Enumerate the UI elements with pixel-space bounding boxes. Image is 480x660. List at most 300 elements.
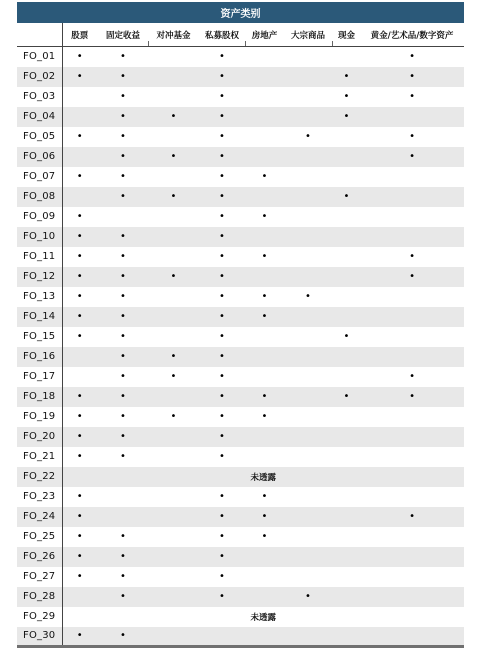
table-row <box>17 87 464 107</box>
bullet-mark: • <box>76 170 83 182</box>
bullet-mark: • <box>360 67 464 87</box>
empty-cell <box>62 587 97 607</box>
empty-cell <box>360 447 464 467</box>
empty-cell <box>333 447 360 467</box>
bullet-mark: • <box>120 50 126 62</box>
empty-cell <box>62 107 97 127</box>
column-header-hedge-funds: 对冲基金 <box>149 23 198 47</box>
empty-cell <box>360 627 464 647</box>
empty-cell <box>333 227 360 247</box>
empty-cell <box>283 267 333 287</box>
bullet-mark: • <box>120 570 126 582</box>
empty-cell <box>333 407 360 427</box>
bullet-mark: • <box>198 227 246 247</box>
empty-cell <box>246 147 283 167</box>
bullet-mark: • <box>97 587 149 607</box>
empty-cell <box>149 207 198 227</box>
empty-cell <box>198 627 246 647</box>
row-id: FO_14 <box>17 307 62 327</box>
empty-cell <box>246 327 283 347</box>
empty-cell <box>333 307 360 327</box>
bullet-mark: • <box>62 547 97 567</box>
empty-cell <box>333 587 360 607</box>
empty-cell <box>149 87 198 107</box>
bullet-mark: • <box>120 170 126 182</box>
table-row <box>17 147 464 167</box>
empty-cell <box>246 67 283 87</box>
empty-cell <box>246 267 283 287</box>
row-id: FO_12 <box>17 267 62 287</box>
empty-cell <box>246 347 283 367</box>
bullet-mark: • <box>246 387 283 407</box>
empty-cell <box>283 487 333 507</box>
bullet-mark: • <box>62 387 97 407</box>
empty-cell <box>149 247 198 267</box>
empty-cell <box>149 447 198 467</box>
bullet-mark: • <box>198 547 246 567</box>
row-id: FO_17 <box>17 367 62 387</box>
empty-cell <box>283 567 333 587</box>
row-id: FO_01 <box>17 47 62 67</box>
table-row <box>17 47 464 67</box>
bullet-mark: • <box>198 67 246 87</box>
empty-cell <box>246 627 283 647</box>
empty-cell <box>149 547 198 567</box>
bullet-mark: • <box>170 370 177 382</box>
empty-cell <box>360 427 464 447</box>
empty-cell <box>149 227 198 247</box>
empty-cell <box>246 447 283 467</box>
bullet-mark: • <box>219 50 225 62</box>
bullet-mark: • <box>219 170 225 182</box>
table-body <box>17 47 464 647</box>
table-row <box>17 407 464 427</box>
bullet-mark: • <box>76 250 83 262</box>
bullet-mark: • <box>149 267 198 287</box>
empty-cell <box>246 227 283 247</box>
empty-cell <box>360 187 464 207</box>
empty-cell <box>283 547 333 567</box>
empty-cell <box>62 347 97 367</box>
bullet-mark: • <box>120 90 126 102</box>
table-row <box>17 327 464 347</box>
empty-cell <box>360 207 464 227</box>
empty-cell <box>149 487 198 507</box>
empty-cell <box>360 407 464 427</box>
empty-cell <box>97 207 149 227</box>
bullet-mark: • <box>198 587 246 607</box>
bullet-mark: • <box>97 227 149 247</box>
empty-cell <box>246 47 283 67</box>
row-id: FO_23 <box>17 487 62 507</box>
empty-cell <box>149 307 198 327</box>
empty-cell <box>283 427 333 447</box>
asset-class-table <box>17 2 464 648</box>
column-header-real-estate: 房地产 <box>246 23 283 47</box>
empty-cell <box>149 167 198 187</box>
empty-cell <box>333 527 360 547</box>
empty-cell <box>333 347 360 367</box>
empty-cell <box>360 227 464 247</box>
bullet-mark: • <box>219 290 225 302</box>
bullet-mark: • <box>62 267 97 287</box>
table-row <box>17 267 464 287</box>
empty-cell <box>360 547 464 567</box>
empty-cell <box>360 487 464 507</box>
empty-cell <box>246 87 283 107</box>
bullet-mark: • <box>333 67 360 87</box>
bullet-mark: • <box>62 307 97 327</box>
bullet-mark: • <box>333 387 360 407</box>
row-id: FO_04 <box>17 107 62 127</box>
bullet-mark: • <box>198 347 246 367</box>
table-row <box>17 567 464 587</box>
row-id: FO_22 <box>17 467 62 487</box>
empty-cell <box>246 367 283 387</box>
bullet-mark: • <box>97 147 149 167</box>
bullet-mark: • <box>219 490 225 502</box>
bullet-mark: • <box>97 627 149 647</box>
empty-cell <box>333 167 360 187</box>
row-id: FO_26 <box>17 547 62 567</box>
empty-cell <box>283 527 333 547</box>
column-header-private-equity: 私募股权 <box>198 23 246 47</box>
table-row <box>17 367 464 387</box>
bullet-mark: • <box>198 507 246 527</box>
bullet-mark: • <box>62 67 97 87</box>
empty-cell <box>283 387 333 407</box>
row-id: FO_15 <box>17 327 62 347</box>
empty-cell <box>149 567 198 587</box>
bullet-mark: • <box>198 427 246 447</box>
empty-cell <box>62 147 97 167</box>
bullet-mark: • <box>409 250 415 262</box>
empty-cell <box>333 267 360 287</box>
table-row <box>17 507 464 527</box>
table-row <box>17 387 464 407</box>
bullet-mark: • <box>76 130 83 142</box>
empty-cell <box>149 387 198 407</box>
bullet-mark: • <box>261 170 268 182</box>
bullet-mark: • <box>62 507 97 527</box>
bullet-mark: • <box>97 267 149 287</box>
bullet-mark: • <box>219 250 225 262</box>
bullet-mark: • <box>261 250 268 262</box>
bullet-mark: • <box>198 147 246 167</box>
bullet-mark: • <box>246 507 283 527</box>
title-row <box>17 2 464 23</box>
empty-cell <box>283 107 333 127</box>
table-row <box>17 187 464 207</box>
row-id: FO_19 <box>17 407 62 427</box>
row-id: FO_21 <box>17 447 62 467</box>
table-row <box>17 527 464 547</box>
empty-cell <box>360 307 464 327</box>
bullet-mark: • <box>120 290 126 302</box>
table-row <box>17 247 464 267</box>
bullet-mark: • <box>62 627 97 647</box>
table-row <box>17 447 464 467</box>
table-row <box>17 487 464 507</box>
table-row <box>17 127 464 147</box>
row-id: FO_20 <box>17 427 62 447</box>
bullet-mark: • <box>198 387 246 407</box>
bullet-mark: • <box>360 507 464 527</box>
row-id: FO_18 <box>17 387 62 407</box>
undisclosed-label: 未透露 <box>62 467 464 487</box>
empty-cell <box>283 347 333 367</box>
bullet-mark: • <box>198 307 246 327</box>
bullet-mark: • <box>333 187 360 207</box>
bullet-mark: • <box>76 290 83 302</box>
empty-cell <box>360 107 464 127</box>
bullet-mark: • <box>97 547 149 567</box>
id-column-header <box>17 23 62 47</box>
bullet-mark: • <box>76 450 83 462</box>
bullet-mark: • <box>261 490 268 502</box>
row-id: FO_30 <box>17 627 62 647</box>
empty-cell <box>283 407 333 427</box>
table-row <box>17 207 464 227</box>
empty-cell <box>333 547 360 567</box>
table-row <box>17 467 464 487</box>
bullet-mark: • <box>97 67 149 87</box>
table-row <box>17 227 464 247</box>
bullet-mark: • <box>120 250 126 262</box>
row-id: FO_13 <box>17 287 62 307</box>
bullet-mark: • <box>261 410 268 422</box>
bullet-mark: • <box>219 210 225 222</box>
bullet-mark: • <box>97 107 149 127</box>
bullet-mark: • <box>261 210 268 222</box>
empty-cell <box>97 487 149 507</box>
table-row <box>17 67 464 87</box>
empty-cell <box>333 147 360 167</box>
empty-cell <box>246 107 283 127</box>
empty-cell <box>97 507 149 527</box>
empty-cell <box>333 207 360 227</box>
table-title: 资产类别 <box>17 2 464 23</box>
bullet-mark: • <box>76 50 83 62</box>
bullet-mark: • <box>261 290 268 302</box>
bullet-mark: • <box>343 90 350 102</box>
table-row <box>17 607 464 627</box>
bullet-mark: • <box>198 187 246 207</box>
row-id: FO_08 <box>17 187 62 207</box>
bullet-mark: • <box>170 410 177 422</box>
table-row <box>17 427 464 447</box>
row-id: FO_16 <box>17 347 62 367</box>
empty-cell <box>246 187 283 207</box>
table-row <box>17 587 464 607</box>
empty-cell <box>62 367 97 387</box>
empty-cell <box>283 507 333 527</box>
empty-cell <box>360 567 464 587</box>
bullet-mark: • <box>219 130 225 142</box>
empty-cell <box>283 147 333 167</box>
empty-cell <box>360 327 464 347</box>
empty-cell <box>149 127 198 147</box>
empty-cell <box>149 507 198 527</box>
bullet-mark: • <box>62 427 97 447</box>
bullet-mark: • <box>343 330 350 342</box>
bullet-mark: • <box>120 530 126 542</box>
bullet-mark: • <box>360 147 464 167</box>
empty-cell <box>283 327 333 347</box>
bullet-mark: • <box>149 187 198 207</box>
empty-cell <box>360 527 464 547</box>
row-id: FO_03 <box>17 87 62 107</box>
empty-cell <box>283 627 333 647</box>
empty-cell <box>246 587 283 607</box>
bullet-mark: • <box>149 107 198 127</box>
bullet-mark: • <box>219 530 225 542</box>
empty-cell <box>149 47 198 67</box>
empty-cell <box>333 487 360 507</box>
bullet-mark: • <box>246 307 283 327</box>
row-id: FO_07 <box>17 167 62 187</box>
bullet-mark: • <box>305 290 311 302</box>
bullet-mark: • <box>149 347 198 367</box>
empty-cell <box>283 67 333 87</box>
column-header-gold-art-digital: 黄金/艺术品/数字资产 <box>360 23 464 47</box>
empty-cell <box>149 627 198 647</box>
table-row <box>17 547 464 567</box>
bullet-mark: • <box>305 130 311 142</box>
bullet-mark: • <box>97 307 149 327</box>
bullet-mark: • <box>409 50 415 62</box>
column-header-cash: 现金 <box>333 23 360 47</box>
empty-cell <box>149 327 198 347</box>
empty-cell <box>360 287 464 307</box>
empty-cell <box>333 427 360 447</box>
bullet-mark: • <box>76 410 83 422</box>
bullet-mark: • <box>62 227 97 247</box>
empty-cell <box>246 567 283 587</box>
bullet-mark: • <box>76 330 83 342</box>
empty-cell <box>246 127 283 147</box>
empty-cell <box>283 307 333 327</box>
bullet-mark: • <box>198 107 246 127</box>
empty-cell <box>149 287 198 307</box>
bullet-mark: • <box>120 370 126 382</box>
row-id: FO_29 <box>17 607 62 627</box>
bullet-mark: • <box>409 130 415 142</box>
empty-cell <box>283 447 333 467</box>
empty-cell <box>62 187 97 207</box>
bullet-mark: • <box>360 387 464 407</box>
row-id: FO_06 <box>17 147 62 167</box>
table-row <box>17 287 464 307</box>
bullet-mark: • <box>409 90 415 102</box>
bullet-mark: • <box>120 130 126 142</box>
bullet-mark: • <box>409 370 415 382</box>
bullet-mark: • <box>219 410 225 422</box>
bullet-mark: • <box>219 90 225 102</box>
table-row <box>17 107 464 127</box>
bullet-mark: • <box>333 107 360 127</box>
empty-cell <box>283 227 333 247</box>
bullet-mark: • <box>283 587 333 607</box>
bullet-mark: • <box>97 187 149 207</box>
empty-cell <box>283 87 333 107</box>
bullet-mark: • <box>97 427 149 447</box>
bullet-mark: • <box>219 370 225 382</box>
empty-cell <box>149 527 198 547</box>
bullet-mark: • <box>76 490 83 502</box>
bullet-mark: • <box>219 450 225 462</box>
bullet-mark: • <box>120 330 126 342</box>
table-row <box>17 627 464 647</box>
empty-cell <box>283 167 333 187</box>
table-row <box>17 307 464 327</box>
row-id: FO_11 <box>17 247 62 267</box>
empty-cell <box>149 587 198 607</box>
empty-cell <box>283 247 333 267</box>
empty-cell <box>333 47 360 67</box>
empty-cell <box>333 287 360 307</box>
empty-cell <box>333 507 360 527</box>
empty-cell <box>360 167 464 187</box>
empty-cell <box>149 67 198 87</box>
table-row <box>17 167 464 187</box>
undisclosed-label: 未透露 <box>250 612 277 623</box>
bullet-mark: • <box>198 267 246 287</box>
bullet-mark: • <box>76 570 83 582</box>
empty-cell <box>283 207 333 227</box>
bullet-mark: • <box>97 347 149 367</box>
bullet-mark: • <box>149 147 198 167</box>
empty-cell <box>246 427 283 447</box>
bullet-mark: • <box>120 410 126 422</box>
column-header-row <box>17 23 464 47</box>
row-id: FO_02 <box>17 67 62 87</box>
empty-cell <box>283 367 333 387</box>
row-id: FO_25 <box>17 527 62 547</box>
column-header-equities: 股票 <box>62 23 97 47</box>
bullet-mark: • <box>97 387 149 407</box>
empty-cell <box>360 347 464 367</box>
bullet-mark: • <box>219 570 225 582</box>
row-id: FO_27 <box>17 567 62 587</box>
bullet-mark: • <box>261 530 268 542</box>
empty-cell <box>333 627 360 647</box>
empty-cell <box>333 367 360 387</box>
empty-cell <box>283 47 333 67</box>
empty-cell <box>333 127 360 147</box>
table-row <box>17 347 464 367</box>
row-id: FO_24 <box>17 507 62 527</box>
empty-cell <box>360 587 464 607</box>
empty-cell <box>246 547 283 567</box>
row-id: FO_09 <box>17 207 62 227</box>
bullet-mark: • <box>76 530 83 542</box>
row-id: FO_28 <box>17 587 62 607</box>
empty-cell <box>333 567 360 587</box>
empty-cell <box>283 187 333 207</box>
empty-cell <box>149 427 198 447</box>
empty-cell <box>62 87 97 107</box>
row-id: FO_05 <box>17 127 62 147</box>
bullet-mark: • <box>219 330 225 342</box>
bullet-mark: • <box>360 267 464 287</box>
column-header-fixed-income: 固定收益 <box>97 23 149 47</box>
column-header-commodities: 大宗商品 <box>283 23 333 47</box>
empty-cell <box>333 247 360 267</box>
bullet-mark: • <box>76 210 83 222</box>
bullet-mark: • <box>120 450 126 462</box>
row-id: FO_10 <box>17 227 62 247</box>
